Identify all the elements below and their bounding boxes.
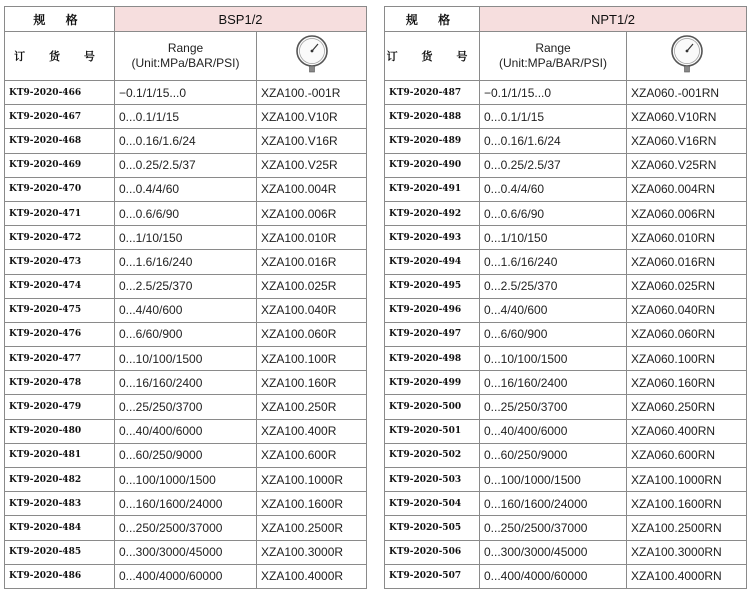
part-number-cell: XZA100.2500R <box>257 516 367 540</box>
order-number-cell: KT9-2020-473 <box>5 250 115 274</box>
part-number-cell: XZA100.004R <box>257 177 367 201</box>
table-row <box>5 105 367 129</box>
table-row <box>385 492 747 516</box>
part-number-cell: XZA100.1000RN <box>627 468 747 492</box>
table-row <box>5 274 367 298</box>
range-cell: 0...1.6/16/240 <box>480 250 627 274</box>
order-number-cell: KT9-2020-489 <box>385 129 480 153</box>
order-number-cell: KT9-2020-505 <box>385 516 480 540</box>
part-number-cell: XZA100.400R <box>257 419 367 443</box>
connection-header: BSP1/2 <box>115 7 367 32</box>
part-number-cell: XZA060.004RN <box>627 177 747 201</box>
table-row <box>385 298 747 322</box>
table-row <box>385 274 747 298</box>
table-row <box>385 564 747 588</box>
table-row <box>5 468 367 492</box>
range-cell: 0...0.4/4/60 <box>115 177 257 201</box>
column-header-row <box>5 32 367 81</box>
order-number-cell: KT9-2020-499 <box>385 371 480 395</box>
range-cell: 0...40/400/6000 <box>115 419 257 443</box>
order-number-cell: KT9-2020-478 <box>5 371 115 395</box>
bsp-table-body <box>5 7 367 589</box>
part-number-cell: XZA060.006RN <box>627 201 747 225</box>
range-cell: 0...400/4000/60000 <box>480 564 627 588</box>
table-row <box>5 129 367 153</box>
part-number-cell: XZA100.1600RN <box>627 492 747 516</box>
order-number-cell: KT9-2020-479 <box>5 395 115 419</box>
table-row <box>385 516 747 540</box>
order-number-cell: KT9-2020-494 <box>385 250 480 274</box>
part-number-cell: XZA060.060RN <box>627 322 747 346</box>
part-number-cell: XZA100.006R <box>257 201 367 225</box>
part-number-cell: XZA060.400RN <box>627 419 747 443</box>
range-cell: 0...0.4/4/60 <box>480 177 627 201</box>
spec-row <box>5 7 367 32</box>
range-cell: 0...0.6/6/90 <box>115 201 257 225</box>
table-row <box>5 419 367 443</box>
range-cell: 0...300/3000/45000 <box>480 540 627 564</box>
part-number-cell: XZA060.100RN <box>627 347 747 371</box>
order-number-cell: KT9-2020-488 <box>385 105 480 129</box>
order-number-cell: KT9-2020-475 <box>5 298 115 322</box>
part-number-cell: XZA100.040R <box>257 298 367 322</box>
order-number-label: 订 货 号 <box>5 32 115 81</box>
part-number-cell: XZA060.250RN <box>627 395 747 419</box>
range-cell: 0...16/160/2400 <box>480 371 627 395</box>
range-header <box>115 32 257 81</box>
part-number-cell: XZA100.-001R <box>257 81 367 105</box>
part-number-cell: XZA100.160R <box>257 371 367 395</box>
range-cell: 0...16/160/2400 <box>115 371 257 395</box>
part-number-cell: XZA060.160RN <box>627 371 747 395</box>
order-number-cell: KT9-2020-483 <box>5 492 115 516</box>
table-row <box>385 226 747 250</box>
order-number-cell: KT9-2020-482 <box>5 468 115 492</box>
part-number-cell: XZA100.4000R <box>257 564 367 588</box>
table-row <box>5 201 367 225</box>
table-row <box>385 81 747 105</box>
range-cell: 0...0.6/6/90 <box>480 201 627 225</box>
order-number-cell: KT9-2020-500 <box>385 395 480 419</box>
table-row <box>5 177 367 201</box>
part-number-cell: XZA100.V25R <box>257 153 367 177</box>
order-number-cell: KT9-2020-481 <box>5 443 115 467</box>
range-cell: 0...1/10/150 <box>480 226 627 250</box>
order-number-cell: KT9-2020-502 <box>385 443 480 467</box>
part-number-cell: XZA060.V16RN <box>627 129 747 153</box>
range-cell: 0...10/100/1500 <box>480 347 627 371</box>
part-number-cell: XZA060.-001RN <box>627 81 747 105</box>
order-number-cell: KT9-2020-490 <box>385 153 480 177</box>
gauge-header <box>257 32 367 81</box>
range-cell: −0.1/1/15...0 <box>480 81 627 105</box>
range-cell: 0...250/2500/37000 <box>115 516 257 540</box>
order-number-cell: KT9-2020-476 <box>5 322 115 346</box>
table-row <box>385 468 747 492</box>
npt-spec-table <box>384 6 747 589</box>
order-number-cell: KT9-2020-480 <box>5 419 115 443</box>
order-number-cell: KT9-2020-487 <box>385 81 480 105</box>
table-row <box>5 443 367 467</box>
range-cell: 0...40/400/6000 <box>480 419 627 443</box>
table-row <box>385 177 747 201</box>
table-row <box>385 371 747 395</box>
part-number-cell: XZA100.100R <box>257 347 367 371</box>
range-cell: 0...4/40/600 <box>480 298 627 322</box>
order-number-cell: KT9-2020-498 <box>385 347 480 371</box>
part-number-cell: XZA100.4000RN <box>627 564 747 588</box>
part-number-cell: XZA100.016R <box>257 250 367 274</box>
range-cell: 0...0.25/2.5/37 <box>115 153 257 177</box>
range-cell: 0...0.1/1/15 <box>115 105 257 129</box>
range-cell: 0...60/250/9000 <box>115 443 257 467</box>
part-number-cell: XZA100.010R <box>257 226 367 250</box>
table-row <box>385 153 747 177</box>
order-number-cell: KT9-2020-471 <box>5 201 115 225</box>
gauge-header <box>627 32 747 81</box>
part-number-cell: XZA100.1600R <box>257 492 367 516</box>
table-row <box>385 419 747 443</box>
table-row <box>5 564 367 588</box>
range-cell: 0...300/3000/45000 <box>115 540 257 564</box>
table-row <box>5 540 367 564</box>
part-number-cell: XZA100.3000R <box>257 540 367 564</box>
order-number-cell: KT9-2020-503 <box>385 468 480 492</box>
range-cell: 0...160/1600/24000 <box>115 492 257 516</box>
table-row <box>5 516 367 540</box>
order-number-cell: KT9-2020-472 <box>5 226 115 250</box>
part-number-cell: XZA100.3000RN <box>627 540 747 564</box>
table-row <box>385 322 747 346</box>
order-number-cell: KT9-2020-497 <box>385 322 480 346</box>
spec-row <box>385 7 747 32</box>
range-cell: 0...25/250/3700 <box>480 395 627 419</box>
range-cell: 0...25/250/3700 <box>115 395 257 419</box>
part-number-cell: XZA100.2500RN <box>627 516 747 540</box>
table-row <box>385 443 747 467</box>
order-number-cell: KT9-2020-492 <box>385 201 480 225</box>
bsp-spec-table <box>4 6 367 589</box>
table-row <box>385 395 747 419</box>
part-number-cell: XZA100.250R <box>257 395 367 419</box>
order-number-cell: KT9-2020-504 <box>385 492 480 516</box>
table-row <box>5 395 367 419</box>
column-header-row <box>385 32 747 81</box>
range-cell: 0...160/1600/24000 <box>480 492 627 516</box>
part-number-cell: XZA100.1000R <box>257 468 367 492</box>
table-row <box>385 250 747 274</box>
order-number-label: 订 货 号 <box>385 32 480 81</box>
npt-table-body <box>385 7 747 589</box>
order-number-cell: KT9-2020-485 <box>5 540 115 564</box>
order-number-cell: KT9-2020-467 <box>5 105 115 129</box>
table-row <box>385 129 747 153</box>
pressure-gauge-icon <box>295 34 329 74</box>
order-number-cell: KT9-2020-506 <box>385 540 480 564</box>
order-number-cell: KT9-2020-470 <box>5 177 115 201</box>
order-number-cell: KT9-2020-501 <box>385 419 480 443</box>
part-number-cell: XZA060.016RN <box>627 250 747 274</box>
table-row <box>5 81 367 105</box>
range-cell: 0...6/60/900 <box>115 322 257 346</box>
range-cell: 0...2.5/25/370 <box>480 274 627 298</box>
range-header-title: Range <box>167 41 204 55</box>
range-cell: −0.1/1/15...0 <box>115 81 257 105</box>
table-row <box>385 201 747 225</box>
part-number-cell: XZA060.040RN <box>627 298 747 322</box>
table-row <box>5 347 367 371</box>
range-cell: 0...250/2500/37000 <box>480 516 627 540</box>
order-number-cell: KT9-2020-469 <box>5 153 115 177</box>
table-row <box>385 347 747 371</box>
range-cell: 0...10/100/1500 <box>115 347 257 371</box>
order-number-cell: KT9-2020-474 <box>5 274 115 298</box>
spec-label: 规 格 <box>385 7 480 32</box>
part-number-cell: XZA060.V25RN <box>627 153 747 177</box>
order-number-cell: KT9-2020-484 <box>5 516 115 540</box>
order-number-cell: KT9-2020-495 <box>385 274 480 298</box>
table-row <box>5 492 367 516</box>
range-header-unit: (Unit:MPa/BAR/PSI) <box>498 56 608 70</box>
part-number-cell: XZA060.025RN <box>627 274 747 298</box>
table-row <box>5 153 367 177</box>
range-cell: 0...6/60/900 <box>480 322 627 346</box>
range-cell: 0...100/1000/1500 <box>480 468 627 492</box>
order-number-cell: KT9-2020-477 <box>5 347 115 371</box>
order-number-cell: KT9-2020-466 <box>5 81 115 105</box>
part-number-cell: XZA060.010RN <box>627 226 747 250</box>
pressure-gauge-icon <box>670 34 704 74</box>
order-number-cell: KT9-2020-496 <box>385 298 480 322</box>
range-cell: 0...4/40/600 <box>115 298 257 322</box>
range-cell: 0...0.16/1.6/24 <box>480 129 627 153</box>
order-number-cell: KT9-2020-493 <box>385 226 480 250</box>
part-number-cell: XZA060.V10RN <box>627 105 747 129</box>
part-number-cell: XZA060.600RN <box>627 443 747 467</box>
part-number-cell: XZA100.V10R <box>257 105 367 129</box>
range-header <box>480 32 627 81</box>
part-number-cell: XZA100.600R <box>257 443 367 467</box>
order-number-cell: KT9-2020-486 <box>5 564 115 588</box>
table-row <box>5 298 367 322</box>
range-cell: 0...1.6/16/240 <box>115 250 257 274</box>
part-number-cell: XZA100.060R <box>257 322 367 346</box>
table-row <box>5 226 367 250</box>
connection-header: NPT1/2 <box>480 7 747 32</box>
range-cell: 0...100/1000/1500 <box>115 468 257 492</box>
range-cell: 0...0.16/1.6/24 <box>115 129 257 153</box>
spec-label: 规 格 <box>5 7 115 32</box>
range-cell: 0...0.1/1/15 <box>480 105 627 129</box>
table-row <box>5 322 367 346</box>
range-cell: 0...1/10/150 <box>115 226 257 250</box>
order-number-cell: KT9-2020-491 <box>385 177 480 201</box>
table-row <box>5 371 367 395</box>
order-number-cell: KT9-2020-468 <box>5 129 115 153</box>
range-header-title: Range <box>535 41 571 55</box>
part-number-cell: XZA100.025R <box>257 274 367 298</box>
table-row <box>385 105 747 129</box>
range-cell: 0...400/4000/60000 <box>115 564 257 588</box>
range-cell: 0...0.25/2.5/37 <box>480 153 627 177</box>
range-header-unit: (Unit:MPa/BAR/PSI) <box>131 56 240 70</box>
range-cell: 0...60/250/9000 <box>480 443 627 467</box>
order-number-cell: KT9-2020-507 <box>385 564 480 588</box>
table-row <box>385 540 747 564</box>
table-row <box>5 250 367 274</box>
part-number-cell: XZA100.V16R <box>257 129 367 153</box>
range-cell: 0...2.5/25/370 <box>115 274 257 298</box>
